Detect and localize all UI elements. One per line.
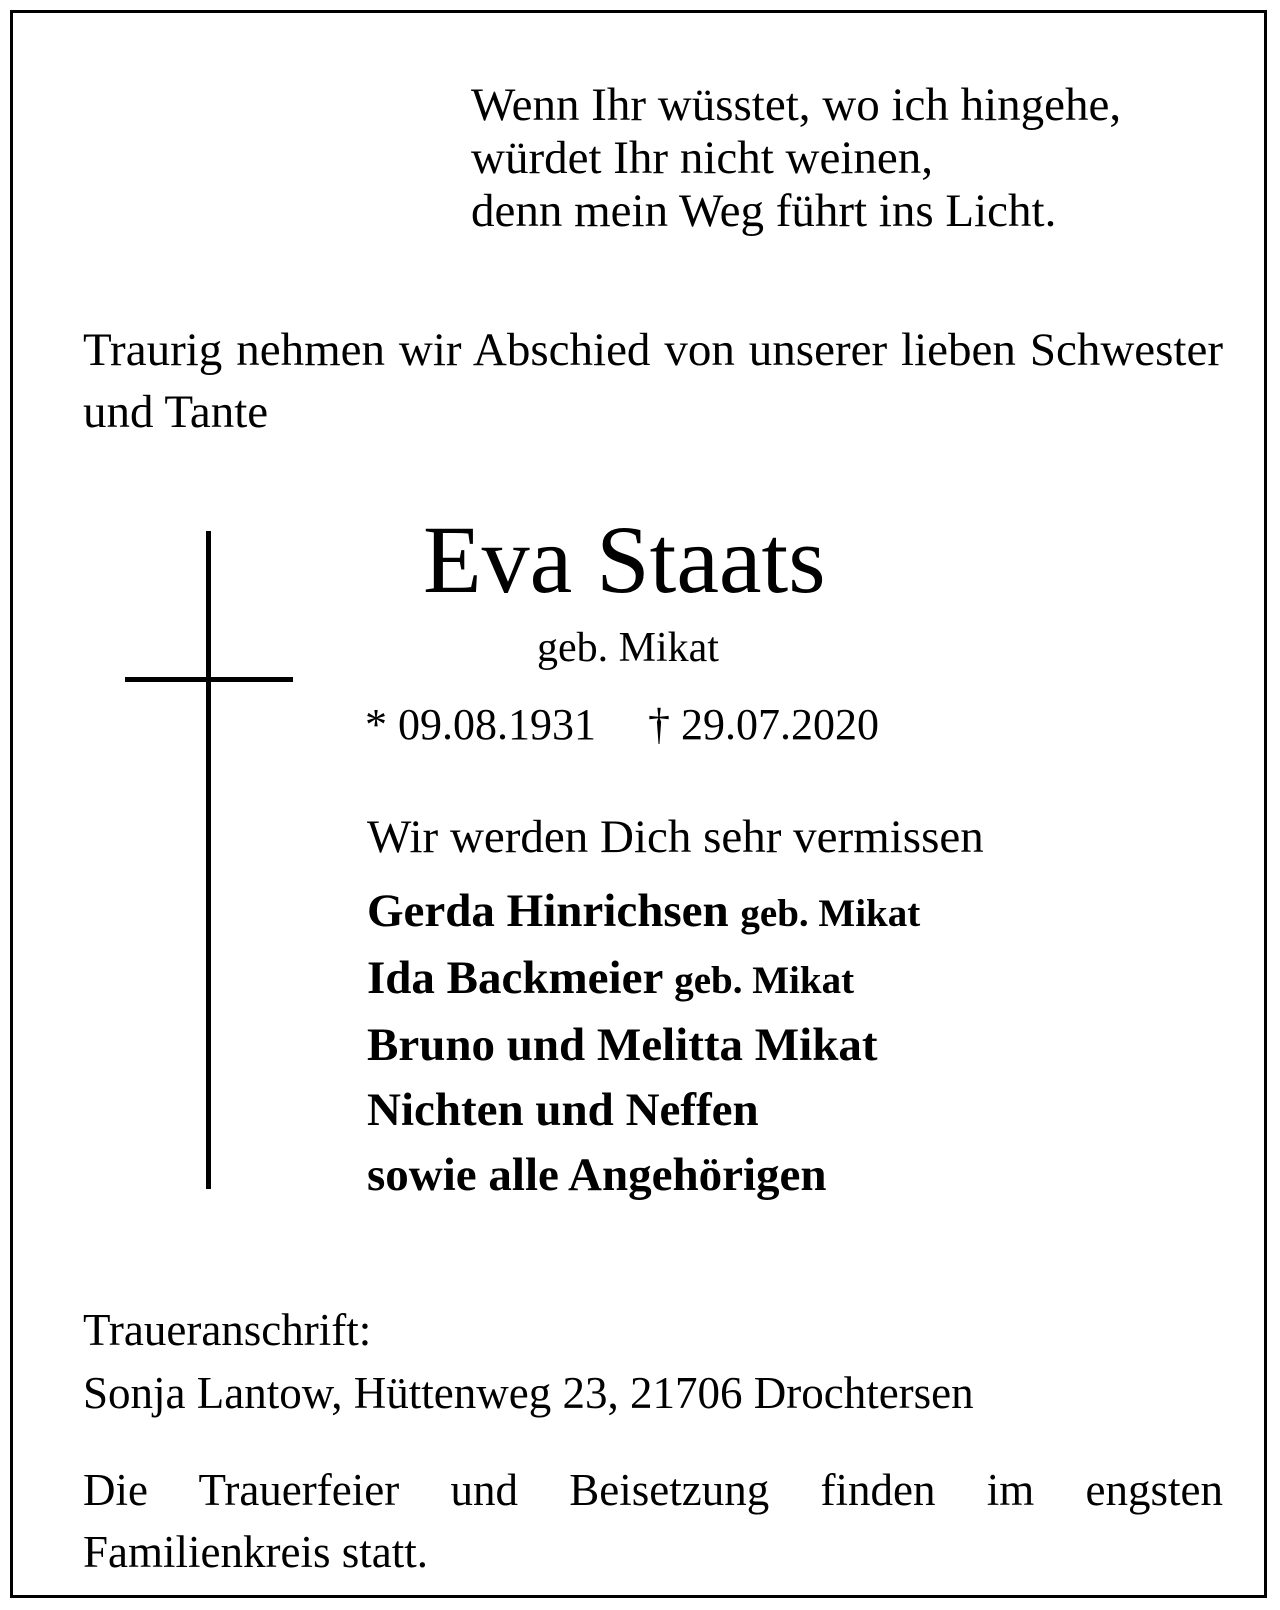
mourner-name: sowie alle Angehörigen (367, 1149, 827, 1201)
closing-line: Wir werden Dich sehr vermissen (367, 811, 984, 863)
mourner-name: Gerda Hinrichsen (367, 885, 729, 937)
mourner-entry (367, 1143, 920, 1208)
poem (471, 79, 1251, 238)
mourner-entry (367, 879, 920, 946)
mourner-name: Nichten und Neffen (367, 1084, 759, 1136)
address-label: Traueranschrift: (83, 1305, 372, 1355)
mourning-address: Sonja Lantow, Hüttenweg 23, 21706 Drochtersen (83, 1368, 974, 1418)
birth-date: * 09.08.1931 (365, 700, 596, 749)
poem-line: würdet Ihr nicht weinen, (471, 132, 934, 184)
deceased-name: Eva Staats (423, 506, 826, 613)
mourner-suffix: geb. Mikat (740, 892, 921, 935)
mourner-entry (367, 946, 920, 1013)
mourner-entry (367, 1078, 920, 1143)
mourner-name: Bruno und Melitta Mikat (367, 1019, 878, 1071)
deceased-maiden-name: geb. Mikat (537, 625, 719, 671)
life-dates (365, 699, 879, 751)
mourner-name: Ida Backmeier (367, 952, 663, 1004)
intro-text: Traurig nehmen wir Abschied von unserer lieben Schwester und Tante (83, 324, 1223, 438)
mourner-suffix: geb. Mikat (674, 959, 855, 1002)
cross-vertical-bar (206, 531, 211, 1189)
mourners-list (367, 879, 920, 1208)
death-date: † 29.07.2020 (648, 700, 879, 749)
mourner-entry (367, 1013, 920, 1078)
latin-cross-icon (125, 531, 293, 1189)
poem-line: Wenn Ihr wüsstet, wo ich hingehe, (471, 79, 1122, 131)
funeral-note: Die Trauerfeier und Beisetzung finden im engsten Familienkreis statt. (83, 1465, 1223, 1577)
poem-line: denn mein Weg führt ins Licht. (471, 185, 1057, 237)
cross-horizontal-bar (125, 677, 293, 682)
obituary-frame (10, 10, 1267, 1598)
